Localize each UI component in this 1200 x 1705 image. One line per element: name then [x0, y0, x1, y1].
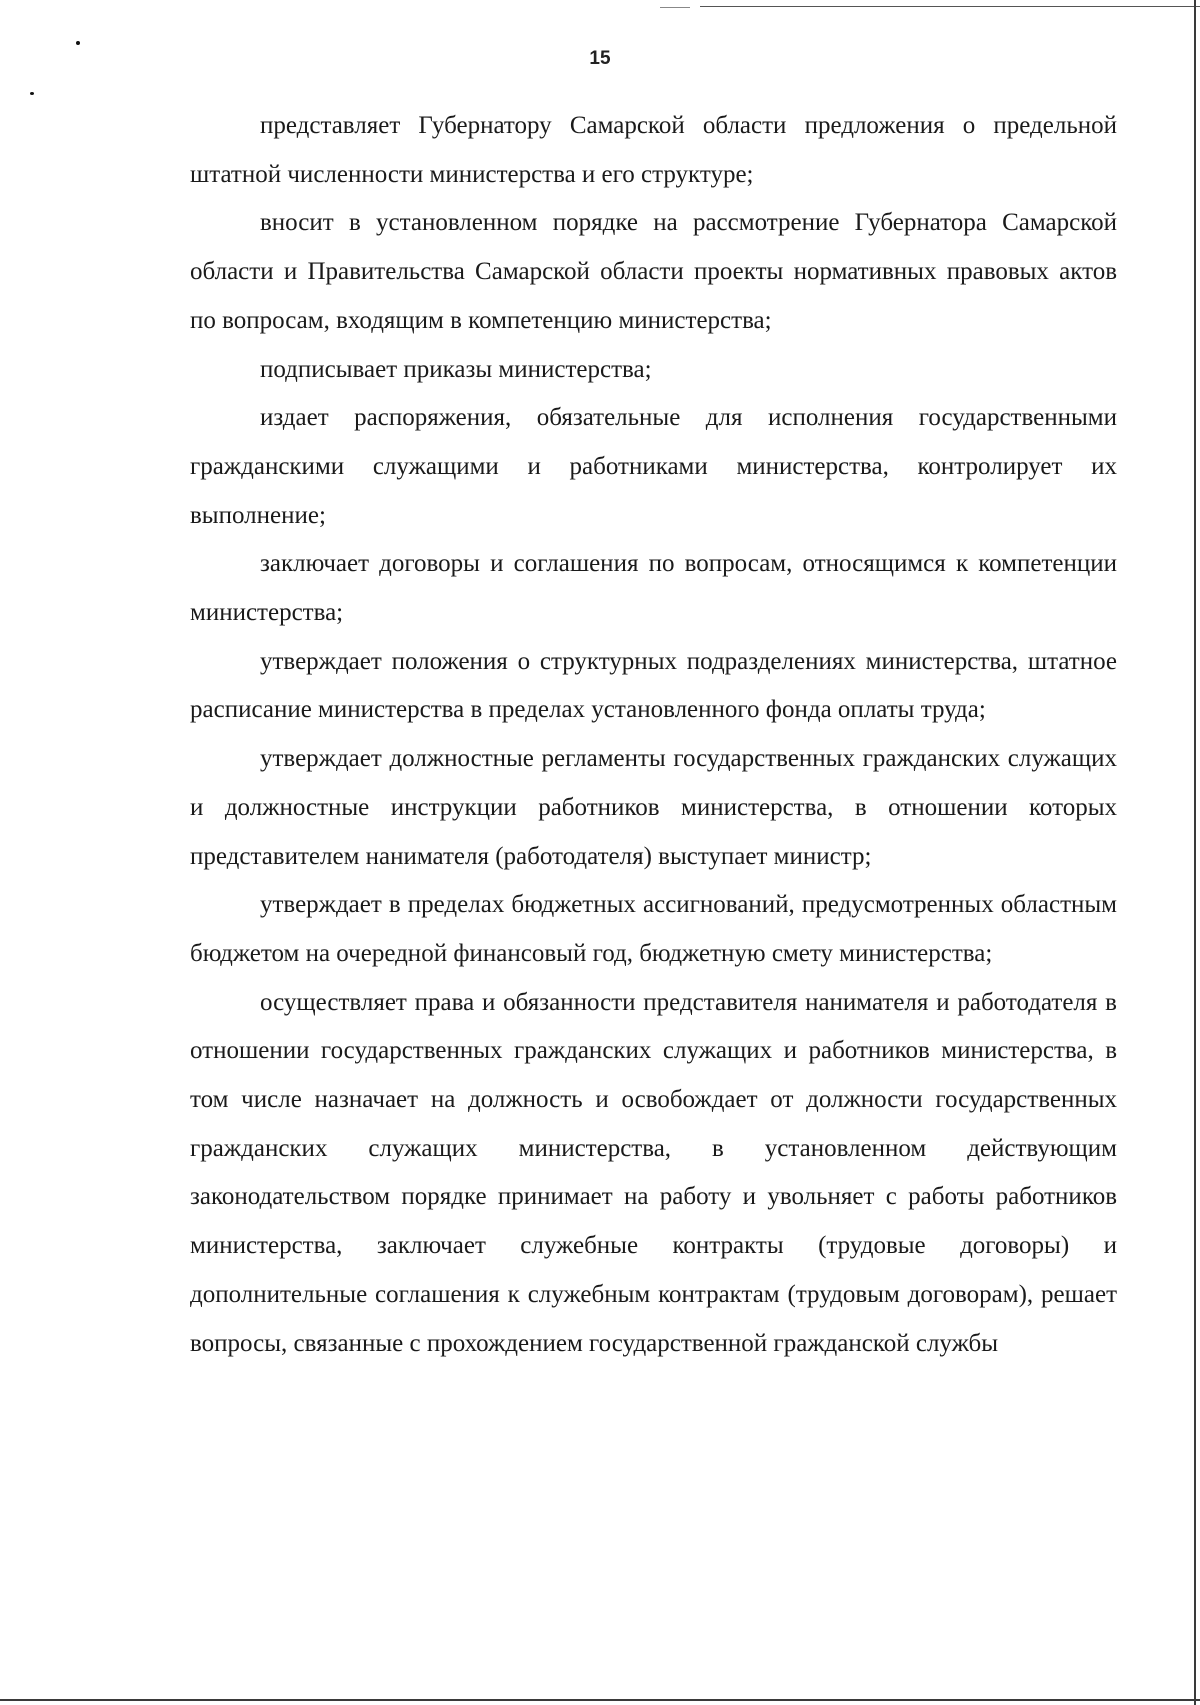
scan-speck — [76, 41, 80, 45]
scan-speck — [30, 92, 34, 95]
paragraph: утверждает положения о структурных подразделениях министерства, штатное расписание министерства в пределах установленного фонда оплаты труда; — [190, 647, 1117, 724]
paragraph: представляет Губернатору Самарской области предложения о предельной штатной численности министерства и его структуре; — [190, 112, 1117, 188]
scan-edge-right — [1194, 0, 1196, 1705]
scan-edge-dash — [660, 7, 690, 8]
paragraph: вносит в установленном порядке на рассмотрение Губернатора Самарской области и Правительства Самарской области проекты нормативных правовых актов по вопросам, входящим в компетенцию министерства; — [190, 209, 1117, 334]
paragraph: утверждает в пределах бюджетных ассигнований, предусмотренных областным бюджетом на очередной финансовый год, бюджетную смету министерства; — [190, 891, 1117, 967]
page-number: 15 — [589, 48, 611, 69]
paragraph: подписывает приказы министерства; — [260, 355, 652, 383]
paragraph: издает распоряжения, обязательные для исполнения государственными гражданскими служащими и работниками министерства, контролирует их выполнение; — [190, 404, 1117, 529]
scan-edge-top — [700, 6, 1200, 7]
paragraph: утверждает должностные регламенты государственных гражданских служащих и должностные инструкции работников министерства, в отношении которых представителем нанимателя (работодателя) выступает министр; — [190, 745, 1117, 870]
paragraph: осуществляет права и обязанности представителя нанимателя и работодателя в отношении государственных гражданских служащих и работников министерства, в том числе назначает на должность и освобождает от должности государственных гражданских служащих министерства, в установленном действующим законодательством порядке принимает на работу и увольняет с работы работников министерства, заключает служебные контракты (трудовые договоры) и дополнительные соглашения к служебным контрактам (трудовым договорам), решает вопросы, связанные с прохождением государственной гражданской службы — [190, 988, 1117, 1357]
document-body — [190, 102, 1117, 1368]
scan-edge-bottom — [0, 1699, 1200, 1701]
paragraph: заключает договоры и соглашения по вопросам, относящимся к компетенции министерства; — [190, 550, 1117, 627]
